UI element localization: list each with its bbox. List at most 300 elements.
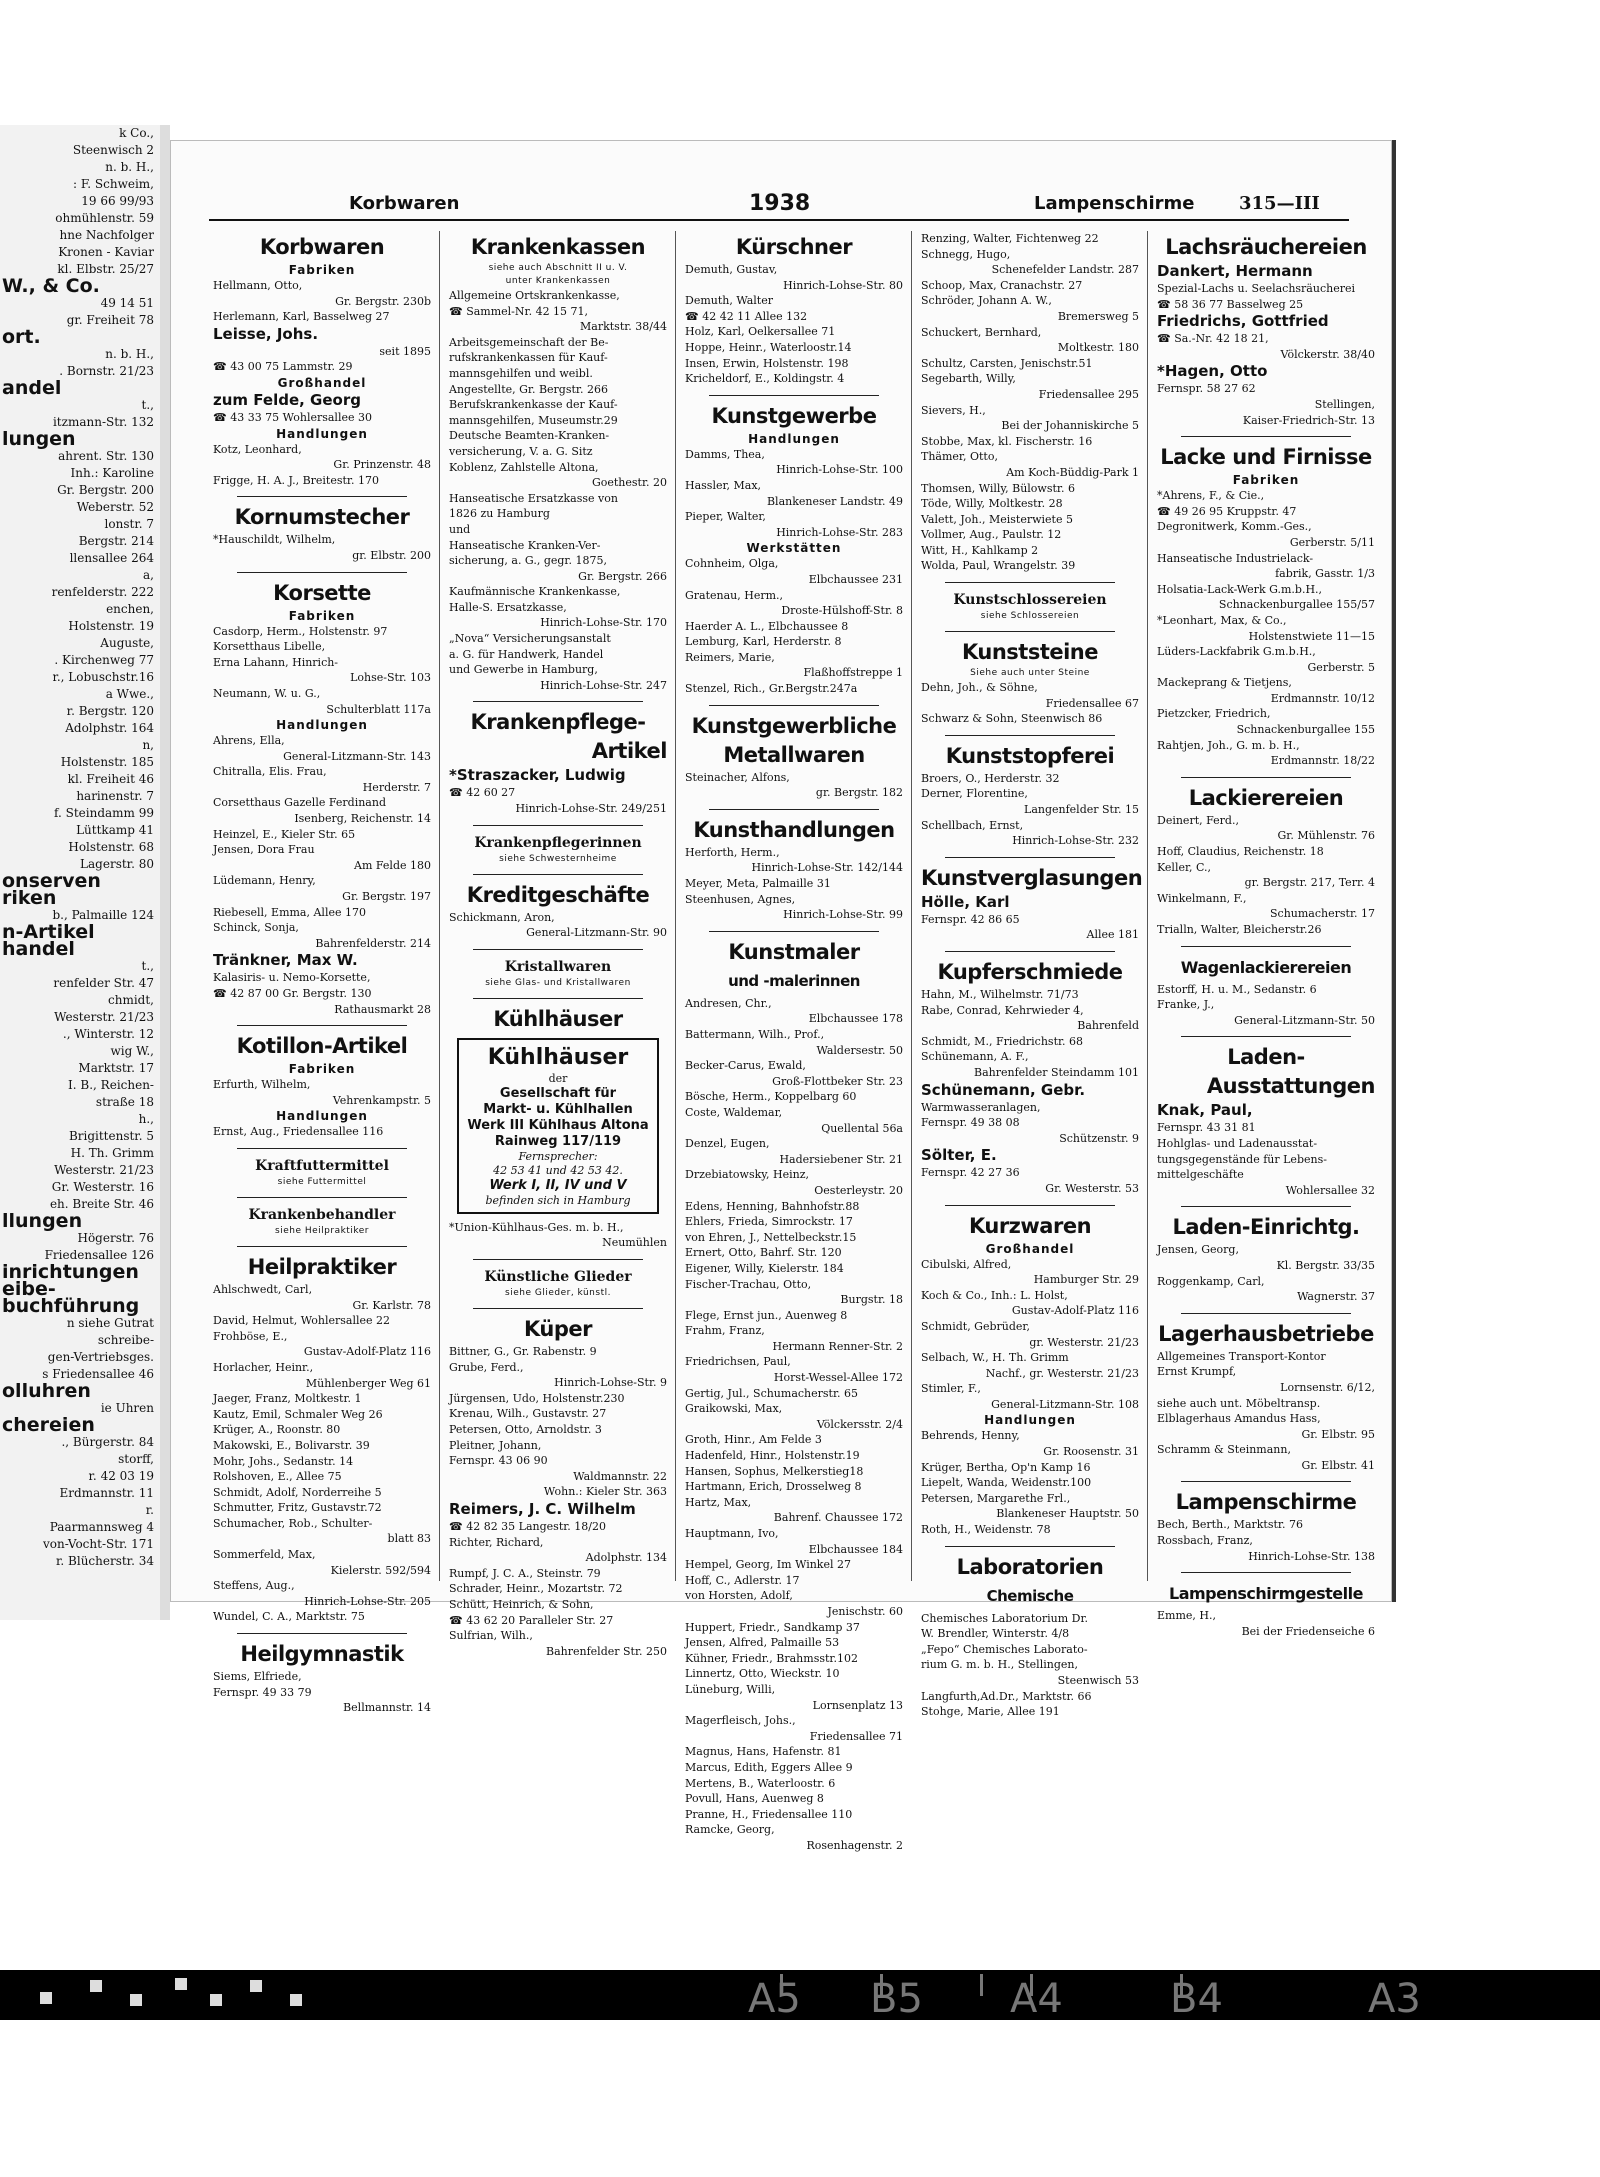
entry-continuation: fabrik, Gasstr. 1/3 [1275, 567, 1375, 581]
directory-entry: a. G. für Handwerk, Handel [449, 647, 604, 661]
advertisement-box [457, 1038, 659, 1214]
directory-entry: ☎ 42 42 11 Allee 132 [685, 309, 808, 323]
entry-continuation: Hinrich-Lohse-Str. 249/251 [515, 802, 667, 816]
category-heading: Korbwaren [259, 235, 385, 259]
directory-entry: Casdorp, Herm., Holstenstr. 97 [213, 624, 388, 638]
section-divider [473, 825, 643, 826]
prev-page-heading: ort. [2, 326, 41, 348]
advertisement-line: der [548, 1071, 568, 1085]
prev-page-line: wig W., [110, 1044, 154, 1058]
directory-entry: Corsetthaus Gazelle Ferdinand [213, 796, 386, 810]
directory-entry: Pieper, Walter, [685, 510, 766, 524]
film-label: A3 [1368, 1976, 1421, 2022]
directory-entry: Hassler, Max, [685, 478, 762, 492]
directory-entry: Jensen, Dora Frau [213, 843, 315, 857]
directory-entry: Pranne, H., Friedensallee 110 [685, 1807, 853, 1821]
cross-reference: Siehe auch unter Steine [970, 668, 1090, 679]
directory-entry: Magerfleisch, Johs., [685, 1714, 796, 1728]
prev-page-line: kl. Freiheit 46 [67, 772, 154, 786]
entry-continuation: General-Litzmann-Str. 50 [1234, 1013, 1375, 1027]
film-perforation [250, 1980, 262, 1992]
entry-continuation: Rosenhagenstr. 2 [806, 1838, 903, 1852]
directory-entry: Schröder, Johann A. W., [921, 294, 1052, 308]
directory-entry: Fernspr. 43 31 81 [1157, 1121, 1256, 1135]
directory-entry: Schultz, Carsten, Jenischstr.51 [921, 356, 1093, 370]
directory-entry: Fernspr. 58 27 62 [1157, 382, 1256, 396]
column-5 [1157, 231, 1375, 1638]
section-divider [237, 572, 407, 573]
entry-continuation: Am Felde 180 [354, 858, 431, 872]
entry-continuation: Hinrich-Lohse-Str. 99 [783, 908, 903, 922]
entry-continuation: Gr. Roosenstr. 31 [1043, 1445, 1139, 1459]
prev-page-line: renfelder Str. 47 [53, 976, 154, 990]
prev-page-line: Lagerstr. 80 [80, 857, 154, 871]
section-label: Handlungen [984, 1413, 1076, 1428]
directory-entry: Bittner, G., Gr. Rabenstr. 9 [449, 1345, 597, 1358]
entry-continuation: Hinrich-Lohse-Str. 142/144 [751, 861, 903, 875]
featured-entry: Dankert, Hermann [1157, 262, 1313, 280]
entry-continuation: Schnackenburgallee 155/57 [1218, 598, 1375, 612]
prev-page-line: llensallee 264 [69, 551, 154, 565]
directory-entry: Schmutter, Fritz, Gustavstr.72 [213, 1501, 382, 1515]
directory-entry: mannsgehilfen, Museumstr.29 [449, 413, 618, 427]
prev-page-line: 49 14 51 [100, 296, 154, 310]
category-heading: Kotillon-Artikel [236, 1034, 408, 1059]
prev-page-line: H. Th. Grimm [70, 1146, 154, 1160]
directory-entry: Gertig, Jul., Schumacherstr. 65 [685, 1386, 859, 1400]
directory-entry: Petersen, Margarethe Frl., [921, 1491, 1071, 1505]
directory-entry: ☎ 43 62 20 Paralleler Str. 27 [449, 1613, 614, 1627]
prev-page-line: Auguste, [100, 636, 154, 650]
entry-continuation: Waldersestr. 50 [816, 1043, 903, 1057]
directory-entry: Frigge, H. A. J., Breitestr. 170 [213, 473, 379, 487]
directory-entry: Mackeprang & Tietjens, [1157, 676, 1292, 690]
directory-entry: Fernspr. 49 33 79 [213, 1685, 312, 1699]
directory-entry: Fernspr. 42 86 65 [921, 912, 1020, 926]
prev-page-line: f. Steindamm 99 [53, 806, 154, 820]
directory-entry: ☎ 49 26 95 Kruppstr. 47 [1157, 504, 1297, 518]
entry-continuation: Stellingen, [1314, 397, 1375, 411]
directory-entry: Stohge, Marie, Allee 191 [921, 1705, 1060, 1719]
entry-continuation: Wagnerstr. 37 [1297, 1290, 1375, 1304]
section-divider [237, 496, 407, 497]
directory-entry: ☎ 58 36 77 Basselweg 25 [1157, 297, 1304, 311]
section-label: Fabriken [288, 263, 356, 277]
prev-page-line: ahrent. Str. 130 [58, 449, 154, 463]
entry-continuation: Goethestr. 20 [591, 476, 667, 490]
directory-entry: ☎ Sammel-Nr. 42 15 71, [449, 304, 589, 318]
directory-entry: Hartmann, Erich, Drosselweg 8 [685, 1480, 862, 1494]
section-divider [237, 1197, 407, 1198]
film-tick [980, 1974, 983, 1996]
directory-entry: Hohlglas- und Ladenausstat- [1157, 1136, 1318, 1150]
directory-entry: Krüger, Bertha, Op'n Kamp 16 [921, 1460, 1091, 1474]
prev-page-line: a, [143, 568, 154, 582]
directory-entry: Segebarth, Willy, [921, 372, 1016, 386]
prev-page-line: Paarmannsweg 4 [49, 1520, 154, 1534]
entry-continuation: Gustav-Adolf-Platz 116 [303, 1345, 431, 1359]
directory-entry: *Leonhart, Max, & Co., [1157, 613, 1287, 627]
directory-entry: Fischer-Trachau, Otto, [685, 1277, 812, 1291]
directory-entry: Insen, Erwin, Holstenstr. 198 [685, 356, 849, 370]
directory-entry: Ahrens, Ella, [213, 734, 285, 748]
prev-page-line: schreibe- [97, 1333, 154, 1347]
directory-entry: Schoop, Max, Cranachstr. 27 [921, 278, 1083, 292]
category-heading: Lampenschirmgestelle [1169, 1584, 1363, 1604]
header-right-keyword: Lampenschirme [1034, 193, 1195, 214]
directory-entry: „Nova“ Versicherungsanstalt [449, 632, 611, 646]
prev-page-heading: llungen [2, 1210, 83, 1232]
section-divider [709, 809, 879, 810]
directory-entry: Allgemeines Transport-Kontor [1157, 1349, 1326, 1363]
entry-continuation: Mühlenberger Weg 61 [305, 1376, 431, 1390]
directory-entry: Schmidt, Gebrüder, [921, 1319, 1030, 1333]
directory-entry: Hoff, C., Adlerstr. 17 [685, 1573, 800, 1587]
entry-continuation: Waldmannstr. 22 [573, 1469, 667, 1483]
directory-entry: Deinert, Ferd., [1157, 813, 1239, 827]
directory-entry: Steffens, Aug., [213, 1579, 295, 1593]
film-perforation [210, 1994, 222, 2006]
directory-entry: Lüneburg, Willi, [685, 1682, 776, 1696]
prev-page-line: Gr. Bergstr. 200 [57, 483, 154, 497]
prev-page-line: n, [142, 738, 154, 752]
prev-page-line: Erdmannstr. 11 [59, 1486, 154, 1500]
directory-entry: Hellmann, Otto, [213, 279, 303, 292]
directory-entry: Gratenau, Herm., [685, 588, 784, 602]
category-heading: Kürschner [735, 235, 853, 259]
section-label: Handlungen [748, 431, 840, 446]
directory-entry: Frahm, Franz, [685, 1324, 765, 1338]
directory-entry: Neumann, W. u. G., [213, 686, 321, 700]
category-heading: Heilgymnastik [240, 1642, 404, 1667]
prev-page-line: Weberstr. 52 [76, 500, 154, 514]
prev-page-line: enchen, [106, 602, 154, 616]
film-label: A4 [1010, 1976, 1063, 2022]
entry-continuation: Jenischstr. 60 [827, 1604, 903, 1618]
prev-page-line: renfelderstr. 222 [51, 585, 154, 599]
category-heading-fraktur: Künstliche Glieder [484, 1269, 632, 1285]
entry-continuation: Gerberstr. 5 [1307, 660, 1375, 674]
directory-entry: mittelgeschäfte [1157, 1168, 1244, 1182]
directory-entry: ☎ 43 33 75 Wohlersallee 30 [213, 410, 372, 424]
directory-entry: Jaeger, Franz, Moltkestr. 1 [213, 1392, 362, 1406]
entry-continuation: Vehrenkampstr. 5 [332, 1093, 431, 1107]
directory-entry: Mertens, B., Waterloostr. 6 [685, 1776, 836, 1790]
entry-continuation: Lornsenplatz 13 [812, 1698, 903, 1712]
directory-entry: Bech, Berth., Marktstr. 76 [1157, 1518, 1303, 1532]
entry-continuation: Hinrich-Lohse-Str. 80 [783, 278, 903, 292]
advertisement-line: Gesellschaft für [499, 1085, 617, 1101]
directory-entry: Renzing, Walter, Fichtenweg 22 [921, 232, 1099, 245]
category-heading-fraktur: Kunstschlossereien [953, 592, 1107, 609]
directory-entry: Rabe, Conrad, Kehrwieder 4, [921, 1003, 1084, 1017]
category-heading: Kunstmaler [728, 939, 860, 964]
directory-entry: mannsgehilfen und weibl. [449, 366, 593, 380]
directory-entry: Graikowski, Max, [685, 1402, 783, 1416]
entry-continuation: Elbchaussee 178 [808, 1012, 903, 1026]
directory-entry: ☎ Sa.-Nr. 42 18 21, [1157, 332, 1269, 346]
section-divider [1181, 436, 1351, 437]
directory-entry: Grube, Ferd., [449, 1360, 524, 1374]
entry-continuation: Gr. Bergstr. 197 [342, 890, 431, 904]
section-divider [709, 395, 879, 396]
directory-entry: Ramcke, Georg, [685, 1823, 775, 1837]
film-perforation [175, 1978, 187, 1990]
directory-entry: Eigener, Willy, Kielerstr. 184 [685, 1261, 844, 1275]
cross-reference: unter Krankenkassen [505, 276, 611, 286]
prev-page-line: Inh.: Karoline [70, 466, 154, 480]
column-3 [685, 231, 903, 1852]
directory-entry: Cohnheim, Olga, [685, 557, 779, 571]
prev-page-heading: andel [2, 377, 62, 399]
advertisement-line: Werk III Kühlhaus Altona [467, 1117, 649, 1133]
prev-page-line: straße 18 [95, 1095, 154, 1109]
directory-entry: Deutsche Beamten-Kranken- [449, 429, 610, 443]
entry-continuation: Bahrenfeld [1077, 1019, 1139, 1033]
prev-page-line: n. b. H., [105, 160, 154, 174]
directory-entry: Rolshoven, E., Allee 75 [213, 1470, 342, 1484]
entry-continuation: Kielerstr. 592/594 [330, 1563, 431, 1577]
entry-continuation: Hinrich-Lohse-Str. 170 [540, 616, 667, 630]
prev-page-heading: riken [2, 887, 57, 909]
entry-continuation: Isenberg, Reichenstr. 14 [294, 812, 431, 826]
category-heading: Kunststeine [961, 640, 1098, 665]
featured-entry: Knak, Paul, [1157, 1101, 1253, 1120]
section-divider [237, 1246, 407, 1247]
section-label: Handlungen [276, 426, 368, 441]
entry-continuation: gr. Westerstr. 21/23 [1029, 1335, 1139, 1349]
prev-page-line: ., Winterstr. 12 [62, 1027, 154, 1041]
category-heading: Kunststopferei [945, 743, 1115, 768]
entry-continuation: Horst-Wessel-Allee 172 [773, 1371, 903, 1385]
directory-entry: Groth, Hinr., Am Felde 3 [685, 1433, 822, 1447]
directory-entry: Schütt, Heinrich, & Sohn, [449, 1597, 594, 1611]
entry-continuation: Gr. Bergstr. 230b [335, 294, 431, 308]
directory-entry: Kaufmännische Krankenkasse, [449, 585, 621, 599]
prev-page-line: von-Vocht-Str. 171 [42, 1537, 154, 1551]
cross-reference: siehe auch Abschnitt II u. V. [488, 263, 628, 273]
directory-entry: Estorff, H. u. M., Sedanstr. 6 [1157, 982, 1317, 996]
directory-entry: Vollmer, Aug., Paulstr. 12 [921, 528, 1062, 542]
film-label: B4 [1170, 1976, 1223, 2022]
prev-page-line: Marktstr. 17 [78, 1061, 154, 1075]
section-label: Werkstätten [746, 541, 842, 556]
directory-entry: Lüdemann, Henry, [213, 874, 316, 888]
directory-entry: Berufskrankenkasse der Kauf- [449, 398, 618, 412]
entry-continuation: Wohlersallee 32 [1285, 1183, 1375, 1197]
entry-continuation: Adolphstr. 134 [585, 1551, 667, 1565]
featured-entry: Reimers, J. C. Wilhelm [449, 1499, 636, 1518]
prev-page-line: h., [138, 1112, 154, 1126]
section-label: Fabriken [288, 608, 356, 623]
entry-continuation: Gr. Prinzenstr. 48 [333, 458, 431, 472]
directory-entry: Marcus, Edith, Eggers Allee 9 [685, 1760, 853, 1774]
cross-reference: siehe Heilpraktiker [275, 1225, 369, 1236]
section-divider [473, 998, 643, 999]
directory-entry: Witt, H., Kahlkamp 2 [921, 543, 1039, 557]
directory-entry: Angestellte, Gr. Bergstr. 266 [449, 382, 608, 396]
directory-entry: Dehn, Joh., & Söhne, [921, 681, 1038, 695]
entry-continuation: Völckerstr. 38/40 [1280, 347, 1375, 361]
entry-continuation: Gr. Elbstr. 41 [1301, 1458, 1375, 1472]
entry-continuation: Hinrich-Lohse-Str. 232 [1012, 834, 1139, 848]
directory-entry: Hoff, Claudius, Reichenstr. 18 [1157, 845, 1324, 859]
entry-continuation: Schützenstr. 9 [1059, 1131, 1139, 1145]
directory-entry: Kautz, Emil, Schmaler Weg 26 [213, 1407, 383, 1421]
entry-continuation: Schumacherstr. 17 [1270, 907, 1375, 921]
entry-continuation: Neumühlen [602, 1236, 667, 1250]
directory-entry: Thämer, Otto, [921, 450, 998, 464]
prev-page-line: t., [141, 398, 154, 412]
section-divider [1181, 1572, 1351, 1573]
entry-continuation: Schulterblatt 117a [326, 702, 431, 716]
directory-entry: Stenzel, Rich., Gr.Bergstr.247a [685, 682, 858, 696]
directory-entry: Pietzcker, Friedrich, [1157, 707, 1271, 721]
directory-entry: Emme, H., [1157, 1609, 1216, 1623]
entry-continuation: gr. Elbstr. 200 [352, 548, 431, 562]
directory-entry: Ernst, Aug., Friedensallee 116 [213, 1125, 384, 1139]
directory-entry: Bösche, Herm., Koppelbarg 60 [685, 1090, 857, 1104]
entry-continuation: Friedensallee 71 [809, 1729, 903, 1743]
directory-entry: Hanseatische Ersatzkasse von [449, 491, 618, 505]
section-label: Großhandel [277, 375, 367, 390]
entry-continuation: General-Litzmann-Str. 90 [526, 926, 667, 940]
prev-page-heading: buchführung [2, 1295, 140, 1317]
directory-entry: Damms, Thea, [685, 447, 765, 461]
entry-continuation: Flaßhoffstreppe 1 [803, 666, 903, 680]
category-heading: Metallwaren [723, 742, 865, 767]
prev-page-line: ., Bürgerstr. 84 [61, 1435, 154, 1449]
entry-continuation: Marktstr. 38/44 [580, 320, 667, 334]
prev-page-line: itzmann-Str. 132 [52, 415, 154, 429]
prev-page-heading: chereien [2, 1414, 95, 1436]
entry-continuation: Hamburger Str. 29 [1033, 1273, 1139, 1287]
category-heading: Kunstgewerbliche [691, 713, 897, 738]
category-heading: Lagerhausbetriebe [1158, 1321, 1374, 1346]
prev-page-line: Holstenstr. 185 [60, 755, 154, 769]
directory-entry: Thomsen, Willy, Bülowstr. 6 [921, 481, 1075, 495]
directory-entry: Huppert, Friedr., Sandkamp 37 [685, 1620, 860, 1634]
entry-continuation: Wohn.: Kieler Str. 363 [543, 1485, 667, 1499]
directory-entry: Heinzel, E., Kieler Str. 65 [213, 827, 356, 841]
column-4 [921, 231, 1143, 1719]
category-heading: Laden- [1227, 1045, 1305, 1070]
directory-entry: Holsatia-Lack-Werk G.m.b.H., [1157, 582, 1323, 596]
prev-page-line: r. 42 03 19 [88, 1469, 154, 1483]
directory-entry: Erna Lahann, Hinrich- [213, 655, 339, 669]
entry-continuation: gr. Bergstr. 182 [815, 786, 903, 800]
featured-entry: Sölter, E. [921, 1146, 997, 1165]
column-2 [449, 231, 667, 1658]
directory-entry: Keller, C., [1157, 860, 1212, 874]
section-divider [237, 1148, 407, 1149]
directory-entry: Ahlschwedt, Carl, [213, 1282, 313, 1296]
directory-entry: Reimers, Marie, [685, 650, 775, 664]
directory-entry: Trialln, Walter, Bleicherstr.26 [1157, 923, 1322, 936]
section-divider [1181, 946, 1351, 947]
directory-entry: Cibulski, Alfred, [921, 1257, 1012, 1271]
section-divider [945, 735, 1115, 736]
category-heading-fraktur: Krankenbehandler [248, 1206, 396, 1223]
directory-entry: *Union-Kühlhaus-Ges. m. b. H., [449, 1220, 624, 1234]
directory-entry: Wolda, Paul, Wrangelstr. 39 [921, 559, 1076, 573]
entry-continuation: Am Koch-Büddig-Park 1 [1006, 465, 1139, 479]
directory-entry: Pleitner, Johann, [449, 1438, 542, 1452]
prev-page-line: Adolphstr. 164 [65, 721, 154, 735]
directory-entry: Erfurth, Wilhelm, [213, 1078, 311, 1092]
entry-continuation: Allee 181 [1086, 928, 1139, 942]
directory-entry: Fernspr. 49 38 08 [921, 1116, 1020, 1130]
entry-continuation: Bei der Johanniskirche 5 [1001, 419, 1139, 433]
entry-continuation: Bellmannstr. 14 [343, 1701, 431, 1715]
cross-reference: siehe Glas- und Kristallwaren [485, 977, 631, 988]
section-label: Fabriken [288, 1062, 356, 1077]
directory-entry: Schinck, Sonja, [213, 921, 299, 935]
directory-entry: *Ahrens, F., & Cie., [1157, 489, 1265, 503]
directory-entry: Linnertz, Otto, Wieckstr. 10 [685, 1667, 840, 1681]
entry-continuation: Völckersstr. 2/4 [816, 1417, 903, 1431]
directory-entry: Hempel, Georg, Im Winkel 27 [685, 1558, 851, 1572]
directory-entry: Hadenfeld, Hinr., Holstenstr.19 [685, 1449, 860, 1463]
directory-entry: Wundel, C. A., Marktstr. 75 [213, 1610, 365, 1624]
prev-page-line: n siehe Gutrat [66, 1316, 154, 1330]
prev-page-line: s Friedensallee 46 [42, 1367, 154, 1381]
directory-entry: Winkelmann, F., [1157, 891, 1247, 905]
entry-continuation: Lornsenstr. 6/12, [1280, 1380, 1375, 1394]
category-heading: Krankenpflege- [470, 710, 646, 735]
entry-continuation: Rathausmarkt 28 [334, 1002, 431, 1016]
prev-page-line: Steenwisch 2 [72, 143, 154, 157]
prev-page-line: Högerstr. 76 [77, 1231, 154, 1245]
running-header [209, 189, 1349, 221]
directory-entry: Arbeitsgemeinschaft der Be- [449, 335, 609, 349]
entry-continuation: General-Litzmann-Str. 108 [991, 1397, 1139, 1411]
section-divider [709, 931, 879, 932]
advertisement-line: Rainweg 117/119 [494, 1133, 622, 1149]
column-rule [911, 231, 912, 1581]
featured-entry: Schünemann, Gebr. [921, 1080, 1086, 1099]
section-label: Handlungen [276, 1109, 368, 1124]
cross-reference: siehe Glieder, künstl. [505, 1288, 611, 1298]
entry-continuation: Elbchaussee 231 [808, 572, 903, 586]
prev-page-line: . Bornstr. 21/23 [59, 364, 154, 378]
directory-entry: Lüders-Lackfabrik G.m.b.H., [1157, 645, 1316, 659]
prev-page-line: lonstr. 7 [104, 517, 154, 531]
cross-reference: siehe Schwesternheime [499, 853, 617, 864]
entry-continuation: Hinrich-Lohse-Str. 247 [540, 678, 667, 692]
directory-entry: Roth, H., Weidenstr. 78 [921, 1523, 1051, 1537]
directory-entry: Koch & Co., Inh.: L. Holst, [921, 1288, 1068, 1302]
entry-continuation: Nachf., gr. Westerstr. 21/23 [985, 1366, 1139, 1380]
category-heading: Ausstattungen [1206, 1074, 1375, 1099]
directory-entry: Petersen, Otto, Arnoldstr. 3 [449, 1422, 602, 1436]
directory-entry: siehe auch unt. Möbeltransp. [1157, 1396, 1321, 1410]
directory-entry: Hartz, Max, [685, 1495, 752, 1509]
directory-entry: Kalasiris- u. Nemo-Korsette, [213, 971, 371, 985]
entry-continuation: Blankeneser Hauptstr. 50 [996, 1507, 1139, 1521]
entry-continuation: Langenfelder Str. 15 [1024, 803, 1139, 817]
category-heading: Laboratorien [956, 1554, 1104, 1579]
featured-entry: zum Felde, Georg [213, 390, 361, 409]
directory-entry: Chemisches Laboratorium Dr. [921, 1611, 1089, 1625]
prev-page-line: eh. Breite Str. 46 [49, 1197, 154, 1211]
directory-entry: ☎ 42 87 00 Gr. Bergstr. 130 [213, 987, 372, 1000]
book-gutter [160, 125, 170, 1620]
directory-entry: Rossbach, Franz, [1157, 1534, 1253, 1548]
prev-page-line: Friedensallee 126 [44, 1248, 154, 1262]
section-divider [473, 701, 643, 702]
directory-entry: ☎ 43 00 75 Lammstr. 29 [213, 360, 353, 374]
